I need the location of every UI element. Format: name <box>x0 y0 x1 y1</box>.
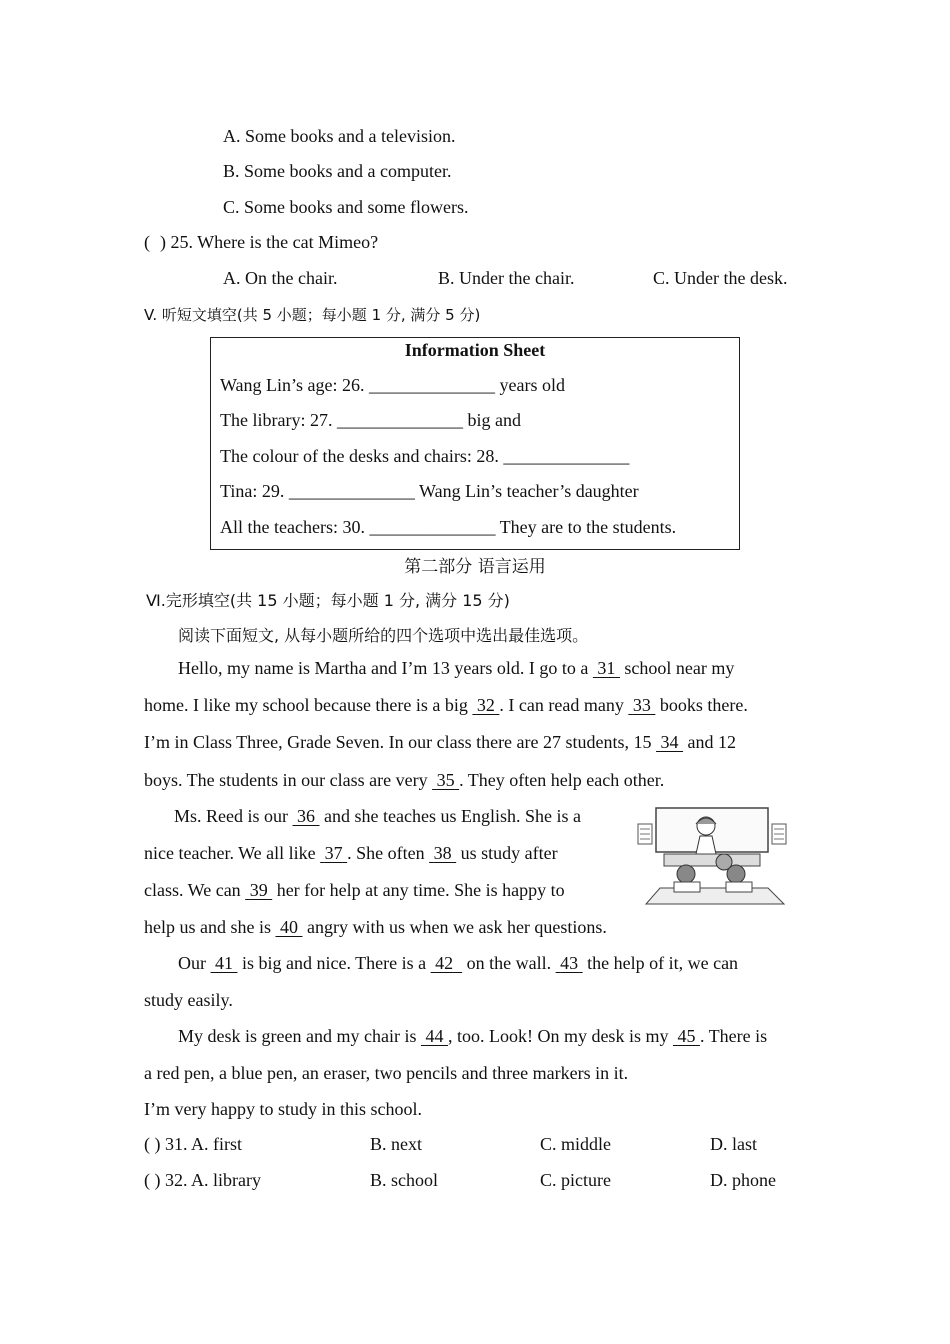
p1-line2: home. I like my school because there is a big 32 . I can read many 33 books there. <box>144 695 748 715</box>
section6-title: Ⅵ.完形填空(共 15 小题；每小题 1 分, 满分 15 分) <box>146 591 510 610</box>
p4-line1: My desk is green and my chair is 44 , too. Look! On my desk is my 45 . There is <box>178 1026 768 1046</box>
p2-line3: class. We can 39 her for help at any time. She is happy to <box>144 880 565 900</box>
info-row-28: The colour of the desks and chairs: 28. ______________ <box>220 446 630 466</box>
blank-37: 37 <box>324 843 343 863</box>
blank-42: 42 <box>435 953 454 973</box>
blank-33: 33 <box>632 695 651 715</box>
q31-option-d: D. last <box>710 1134 757 1154</box>
q24-option-b: B. Some books and a computer. <box>223 161 452 181</box>
q31-option-a: ( ) 31. A. first <box>144 1134 242 1154</box>
p2-line4: help us and she is 40 angry with us when we ask her questions. <box>144 917 607 937</box>
q24-option-a: A. Some books and a television. <box>223 126 456 146</box>
q31-option-b: B. next <box>370 1134 422 1154</box>
classroom-illustration <box>634 806 792 910</box>
info-row-29: Tina: 29. ______________ Wang Lin’s teacher’s daughter <box>220 481 639 501</box>
q25-option-a: A. On the chair. <box>223 268 338 288</box>
information-sheet <box>210 337 740 550</box>
blank-32: 32 <box>476 695 495 715</box>
p2-line1: Ms. Reed is our 36 and she teaches us English. She is a <box>174 806 581 826</box>
q24-option-c: C. Some books and some flowers. <box>223 197 469 217</box>
q32-option-d: D. phone <box>710 1170 776 1190</box>
info-row-27: The library: 27. ______________ big and <box>220 410 521 430</box>
blank-35: 35 <box>436 770 455 790</box>
blank-34: 34 <box>660 732 679 752</box>
blank-36: 36 <box>297 806 315 826</box>
info-sheet-heading: Information Sheet <box>404 340 546 360</box>
p4-line2: a red pen, a blue pen, an eraser, two pencils and three markers in it. <box>144 1063 629 1083</box>
blank-38: 38 <box>433 843 452 863</box>
q31-option-c: C. middle <box>540 1134 611 1154</box>
q25-question: ( ) 25. Where is the cat Mimeo? <box>144 232 379 252</box>
blank-44: 44 <box>425 1026 444 1046</box>
q32-option-a: ( ) 32. A. library <box>144 1170 261 1190</box>
blank-31: 31 <box>597 658 616 678</box>
section6-instruction: 阅读下面短文, 从每小题所给的四个选项中选出最佳选项。 <box>178 626 589 645</box>
blank-39: 39 <box>249 880 268 900</box>
p3-line1: Our 41 is big and nice. There is a 42 on the wall. 43 the help of it, we can <box>178 953 739 973</box>
info-row-26: Wang Lin’s age: 26. ______________ years old <box>220 375 565 395</box>
q25-option-c: C. Under the desk. <box>653 268 788 288</box>
info-row-30: All the teachers: 30. ______________ They are to the students. <box>220 517 677 537</box>
p1-line1: Hello, my name is Martha and I’m 13 years old. I go to a 31 school near my <box>178 658 735 678</box>
q32-option-c: C. picture <box>540 1170 611 1190</box>
p3-line2: study easily. <box>144 990 233 1010</box>
p1-line4: boys. The students in our class are very 35 . They often help each other. <box>144 770 665 790</box>
part2-title: 第二部分 语言运用 <box>404 557 546 577</box>
p2-line2: nice teacher. We all like 37 . She often 38 us study after <box>144 843 558 863</box>
p1-line3: I’m in Class Three, Grade Seven. In our class there are 27 students, 15 34 and 12 <box>144 732 737 752</box>
p5-line: I’m very happy to study in this school. <box>144 1099 422 1119</box>
q32-option-b: B. school <box>370 1170 439 1190</box>
blank-45: 45 <box>677 1026 696 1046</box>
blank-40: 40 <box>279 917 298 937</box>
blank-43: 43 <box>560 953 579 973</box>
blank-41: 41 <box>215 953 233 973</box>
q25-option-b: B. Under the chair. <box>438 268 575 288</box>
section5-title: V. 听短文填空(共 5 小题；每小题 1 分, 满分 5 分) <box>144 306 481 324</box>
